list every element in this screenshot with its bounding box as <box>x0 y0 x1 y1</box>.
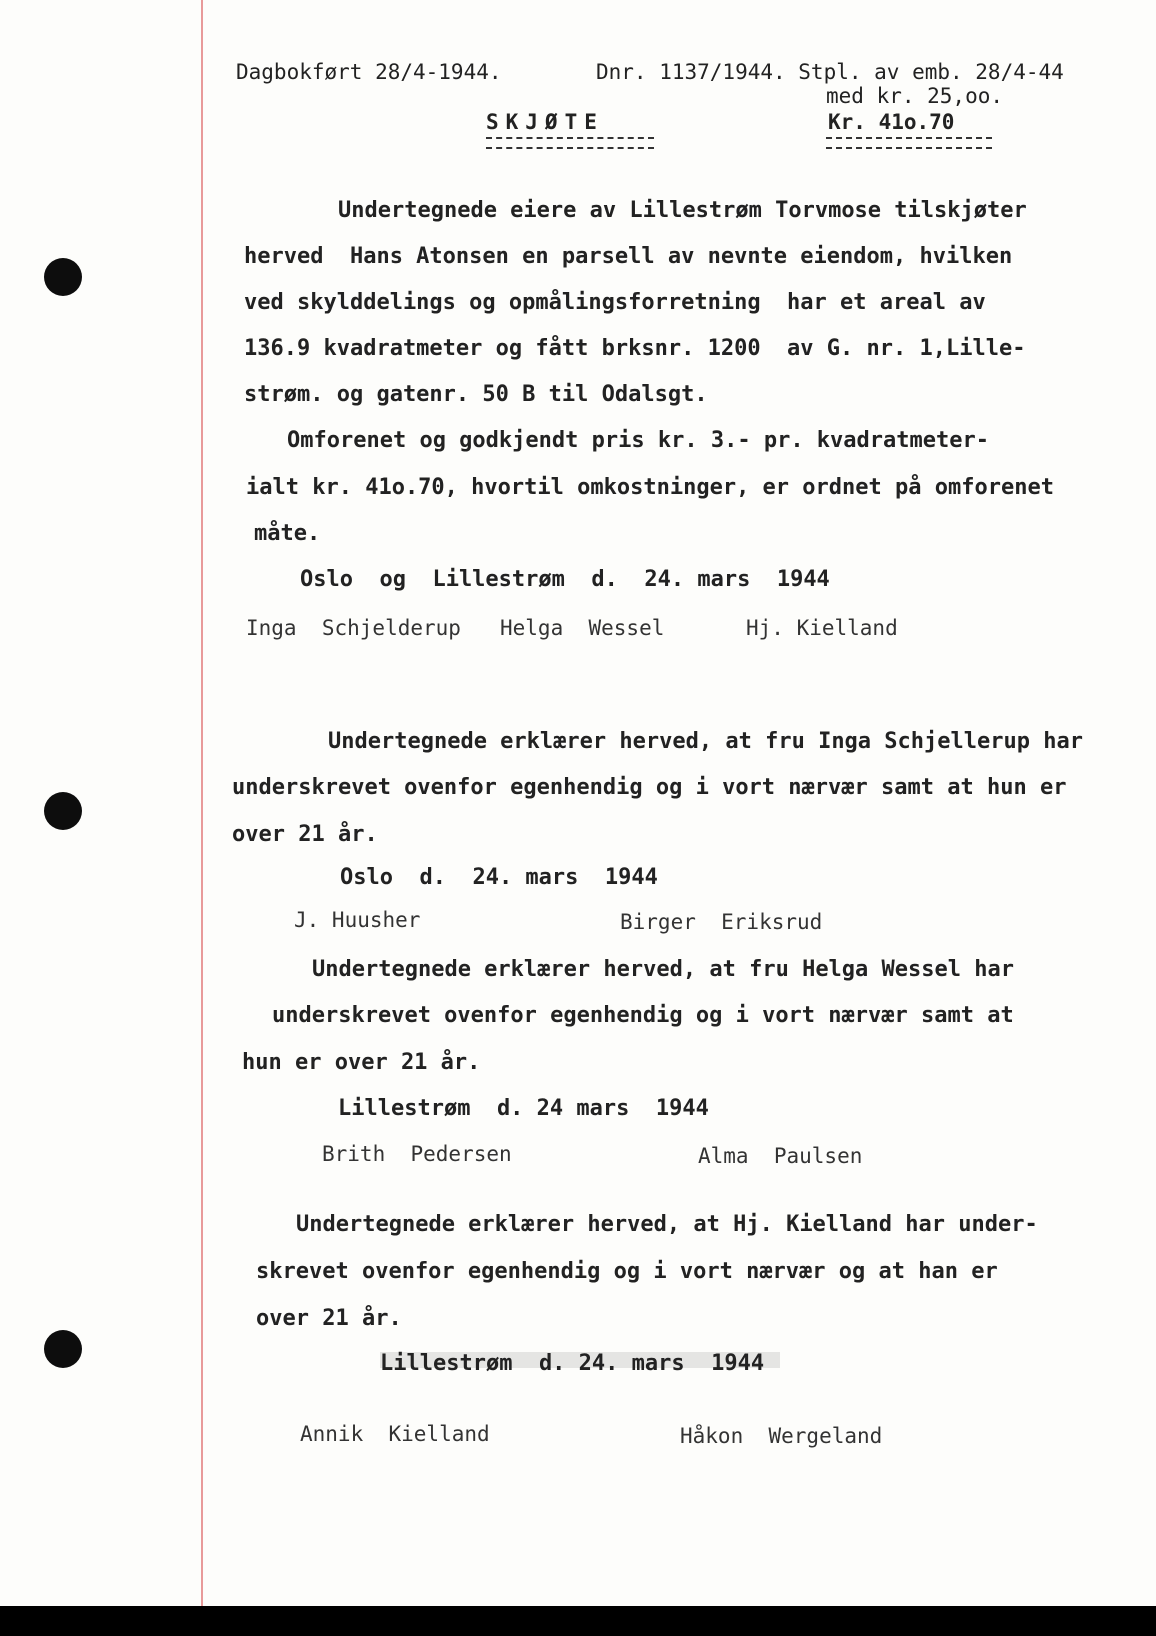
punch-hole <box>44 258 82 296</box>
witness-line: over 21 år. <box>232 822 378 847</box>
deed-line: måte. <box>254 521 321 546</box>
witness-line: hun er over 21 år. <box>242 1050 481 1075</box>
signature: Helga Wessel <box>500 616 665 640</box>
deed-line: ialt kr. 41o.70, hvortil omkostninger, er ordnet på omforenet <box>246 475 1054 500</box>
registration-note: Dagbokført 28/4-1944. <box>236 60 502 84</box>
witness-line: Undertegnede erklærer herved, at fru Helga Wessel har <box>312 957 1014 982</box>
dnr-note: Dnr. 1137/1944. Stpl. av emb. 28/4-44 <box>596 60 1064 84</box>
amount: Kr. 41o.70 <box>828 110 955 134</box>
margin-line <box>201 0 203 1606</box>
deed-place-date: Oslo og Lillestrøm d. 24. mars 1944 <box>300 567 830 592</box>
deed-line: strøm. og gatenr. 50 B til Odalsgt. <box>244 382 708 407</box>
signature: Inga Schjelderup <box>246 616 461 640</box>
witness-line: Undertegnede erklærer herved, at Hj. Kielland har under- <box>296 1212 1038 1237</box>
deed-line: Undertegnede eiere av Lillestrøm Torvmose tilskjøter <box>338 198 1027 223</box>
title-underline <box>486 137 654 149</box>
witness-place-date: Lillestrøm d. 24. mars 1944 <box>380 1351 765 1376</box>
signature: Håkon Wergeland <box>680 1424 883 1448</box>
witness-line: Undertegnede erklærer herved, at fru Inga Schjellerup har <box>328 729 1083 754</box>
deed-line: ved skylddelings og opmålingsforretning har et areal av <box>244 290 986 315</box>
punch-hole <box>44 792 82 830</box>
witness-line: underskrevet ovenfor egenhendig og i vort nærvær samt at hun er <box>232 775 1067 800</box>
deed-line: Omforenet og godkjendt pris kr. 3.- pr. kvadratmeter- <box>287 428 989 453</box>
deed-line: herved Hans Atonsen en parsell av nevnte eiendom, hvilken <box>244 244 1013 269</box>
deed-line: 136.9 kvadratmeter og fått brksnr. 1200 av G. nr. 1,Lille- <box>244 336 1026 361</box>
witness-line: skrevet ovenfor egenhendig og i vort nærvær og at han er <box>256 1259 998 1284</box>
signature: J. Huusher <box>294 908 421 932</box>
scan-bottom-border <box>0 1606 1156 1636</box>
signature: Brith Pedersen <box>322 1142 512 1166</box>
witness-place-date: Oslo d. 24. mars 1944 <box>340 865 658 890</box>
signature: Annik Kielland <box>300 1422 490 1446</box>
punch-hole <box>44 1330 82 1368</box>
witness-line: underskrevet ovenfor egenhendig og i vort nærvær samt at <box>272 1003 1014 1028</box>
witness-place-date: Lillestrøm d. 24 mars 1944 <box>338 1096 709 1121</box>
signature: Alma Paulsen <box>698 1144 863 1168</box>
witness-line: over 21 år. <box>256 1306 402 1331</box>
signature: Hj. Kielland <box>746 616 898 640</box>
amount-underline <box>826 137 992 149</box>
fee-note: med kr. 25,oo. <box>826 84 1004 108</box>
document-title: SKJØTE <box>486 110 604 134</box>
signature: Birger Eriksrud <box>620 910 823 934</box>
